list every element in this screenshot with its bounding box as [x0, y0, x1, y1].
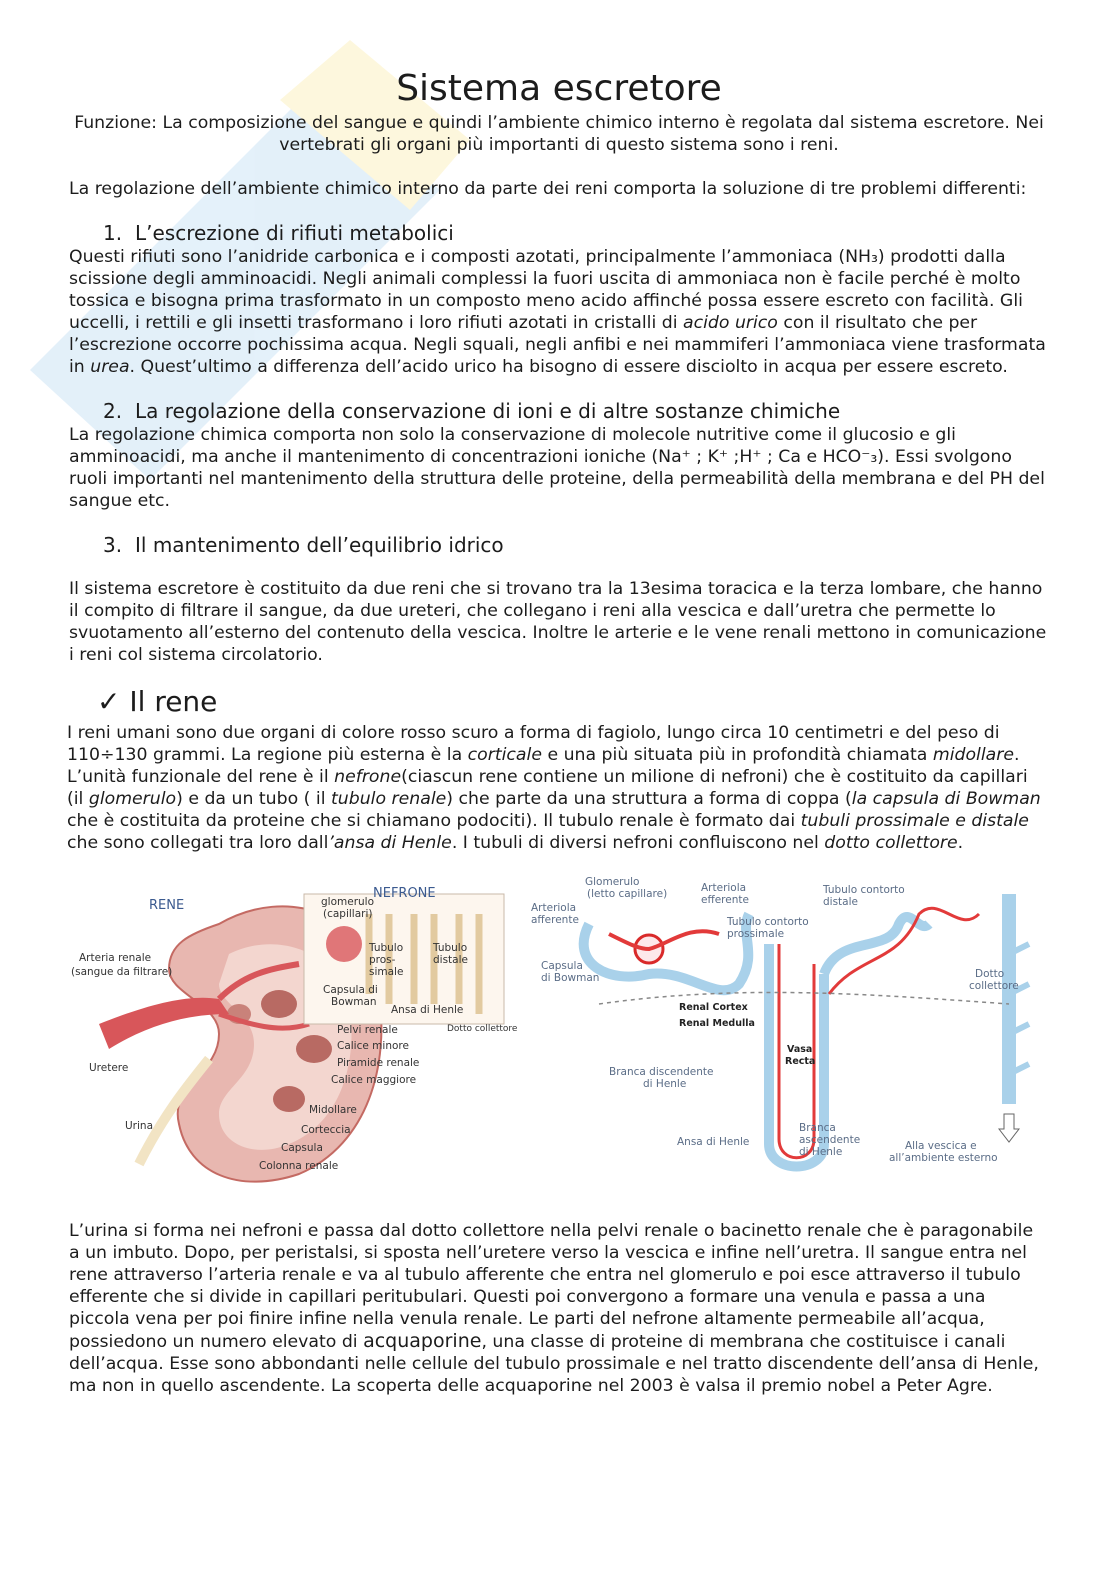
text-run: (ciascun rene contiene un milione di nefroni) che è costituito da capillari (il — [67, 767, 1028, 809]
label-urina: Urina — [125, 1120, 154, 1132]
label-prossimale: prossimale — [727, 928, 785, 940]
label-sangue-da-filtrare: (sangue da filtrare) — [71, 966, 173, 978]
label-branca-disc: Branca discendente — [609, 1066, 714, 1078]
rene-heading-text: Il rene — [129, 685, 218, 718]
label-collettore: collettore — [969, 980, 1019, 992]
section-2-paragraph: La regolazione chimica comporta non solo la conservazione di molecole nutritive come il glucosio e gli amminoacidi, ma anche il mantenimento di concentrazioni ioniche (Na⁺ ; K⁺ ;H⁺ ; Ca e HCO⁻₃). Essi svolgono ruoli importanti nel mantenimento della struttura delle proteine, della permeabilità della membrana e del PH del sangue etc. — [69, 425, 1045, 511]
intro-paragraph: Funzione: La composizione del sangue e quindi l’ambiente chimico interno è regolata dal sistema escretore. Nei vertebrati gli organi più importanti di questo sistema sono i reni. — [74, 113, 1044, 155]
label-uretere: Uretere — [89, 1062, 129, 1074]
label-capillari: (capillari) — [323, 908, 373, 920]
label-recta: Recta — [785, 1056, 816, 1067]
label-tubulo-dist-2: distale — [433, 954, 468, 966]
text-run: , una classe di proteine di membrana che costituisce i canali dell’acqua. Esse sono abbondanti nelle cellule del tubulo prossimale e nel tratto discendente dell’ansa di Henle, ma non in quello ascendente. La scoperta delle acquaporine nel 2003 è valsa il premio nobel a Peter Agre. — [69, 1332, 1039, 1396]
label-pelvi-renale: Pelvi renale — [337, 1024, 398, 1036]
label-capsula-bowman: Capsula di — [323, 984, 378, 996]
label-tubulo-pross-2: pros- — [369, 954, 396, 966]
text-run: che è costituita da proteine che si chiamano podociti). Il tubulo renale è formato dai — [67, 811, 801, 831]
kidney-nephron-figure — [69, 874, 1049, 1204]
label-rene: RENE — [149, 898, 185, 913]
regulation-intro: La regolazione dell’ambiente chimico interno da parte dei reni comporta la soluzione di tre problemi differenti: — [69, 179, 1027, 199]
label-glomerulo: glomerulo — [321, 896, 375, 908]
emphasis-term: tubuli prossimale e distale — [800, 811, 1029, 831]
section-3-heading — [103, 532, 1049, 558]
urine-paragraph — [69, 1220, 1049, 1397]
label-branca-disc-2: di Henle — [643, 1078, 687, 1090]
text-run: . — [957, 833, 964, 853]
label-tubulo-contorto-dist: Tubulo contorto — [823, 884, 905, 896]
label-ansa-henle: Ansa di Henle — [391, 1004, 464, 1016]
label-calice-minore: Calice minore — [337, 1040, 409, 1052]
rene-paragraph — [67, 722, 1049, 854]
emphasis-term: dotto collettore — [824, 833, 958, 853]
label-capsula-r: Capsula — [541, 960, 583, 972]
text-run: . I tubuli di diversi nefroni confluiscono nel — [451, 833, 825, 853]
label-renal-cortex: Renal Cortex — [679, 1002, 748, 1013]
label-branca-asc: Branca — [799, 1122, 836, 1134]
label-arteriola-eff: Arteriola — [701, 882, 747, 894]
label-corteccia: Corteccia — [301, 1124, 351, 1136]
section-title: Il mantenimento dell’equilibrio idrico — [135, 533, 504, 557]
emphasis-term: acido urico — [683, 313, 778, 333]
text-run: I reni umani sono due organi di colore rosso scuro a forma di fagiolo, lungo circa 10 centimetri e del peso di 110÷130 grammi. La regione più esterna è la — [67, 723, 1000, 765]
label-di-bowman: di Bowman — [541, 972, 600, 984]
label-capsula: Capsula — [281, 1142, 323, 1154]
label-branca-asc-3: di Henle — [799, 1146, 843, 1158]
label-piramide-renale: Piramide renale — [337, 1057, 420, 1069]
label-ambiente-esterno: all’ambiente esterno — [889, 1152, 998, 1164]
label-renal-medulla: Renal Medulla — [679, 1018, 755, 1029]
label-dotto-collettore: Dotto collettore — [447, 1024, 518, 1034]
label-arteriola-aff-2: afferente — [531, 914, 579, 926]
label-vasa: Vasa — [787, 1044, 813, 1055]
section-number: 2. — [103, 399, 123, 423]
text-run: . L’unità funzionale del rene è il — [67, 745, 1020, 787]
section-title: L’escrezione di rifiuti metabolici — [135, 221, 454, 245]
label-letto-capillare: (letto capillare) — [587, 888, 668, 900]
emphasis-term: glomerulo — [88, 789, 177, 809]
kidney-illustration — [69, 874, 529, 1204]
emphasis-term: corticale — [467, 745, 542, 765]
highlight-term: acquaporine — [363, 1330, 482, 1352]
section-1-heading — [103, 220, 1049, 246]
section-1-paragraph — [69, 246, 1049, 378]
label-arteriola-eff-2: efferente — [701, 894, 749, 906]
label-dotto-r: Dotto — [975, 968, 1005, 980]
label-tubulo-pross-3: simale — [369, 966, 404, 978]
label-ansa-henle-r: Ansa di Henle — [677, 1136, 750, 1148]
label-distale: distale — [823, 896, 858, 908]
system-paragraph: Il sistema escretore è costituito da due reni che si trovano tra la 13esima toracica e la terza lombare, che hanno il compito di filtrare il sangue, da due ureteri, che collegano i reni alla vescica e dall’uretra che permette lo svuotamento all’esterno del contenuto della vescica. Inoltre le arterie e le vene renali mettono in comunicazione i reni col sistema circolatorio. — [69, 579, 1047, 665]
text-run: ) e da un tubo ( il — [176, 789, 332, 809]
label-calice-maggiore: Calice maggiore — [331, 1074, 417, 1086]
label-arteriola-aff: Arteriola — [531, 902, 577, 914]
label-capsula-bowman-2: Bowman — [331, 996, 377, 1008]
emphasis-term: tubulo renale — [331, 789, 447, 809]
label-midollare: Midollare — [309, 1104, 357, 1116]
text-run: ) che parte da una struttura a forma di coppa ( — [446, 789, 852, 809]
rene-heading — [97, 684, 1049, 720]
emphasis-term: la capsula di Bowman — [851, 789, 1041, 809]
emphasis-term: urea — [90, 357, 130, 377]
emphasis-term: ’ansa di Henle — [328, 833, 452, 853]
page-title: Sistema escretore — [396, 68, 722, 109]
label-arteria-renale: Arteria renale — [79, 952, 152, 964]
label-colonna-renale: Colonna renale — [259, 1160, 339, 1172]
section-2-heading — [103, 398, 1049, 424]
label-tubulo-pross: Tubulo — [369, 942, 404, 954]
label-alla-vescica: Alla vescica e — [905, 1140, 977, 1152]
section-number: 3. — [103, 533, 123, 557]
document-page — [69, 66, 1049, 1397]
text-run: Questi rifiuti sono l’anidride carbonica e i composti azotati, principalmente l’ammoniaca (NH₃) prodotti dalla scissione degli amminoacidi. Negli animali complessi la fuori uscita di ammoniaca non è facile perché è molto tossica e bisogna prima trasformato in un composto meno acido affinché possa essere escreto con facilità. Gli uccelli, i rettili e gli insetti trasformano i loro rifiuti azotati in cristalli di — [69, 247, 1023, 333]
emphasis-term: midollare — [932, 745, 1014, 765]
checkmark-icon: ✓ — [97, 685, 121, 718]
section-title: La regolazione della conservazione di ioni e di altre sostanze chimiche — [135, 399, 841, 423]
text-run: che sono collegati tra loro dall — [67, 833, 329, 853]
section-number: 1. — [103, 221, 123, 245]
emphasis-term: nefrone — [334, 767, 402, 787]
text-run: e una più situata più in profondità chiamata — [541, 745, 933, 765]
label-tubulo-dist: Tubulo — [433, 942, 468, 954]
label-glomerulo-r: Glomerulo — [585, 876, 640, 888]
text-run: . Quest’ultimo a differenza dell’acido urico ha bisogno di essere disciolto in acqua per essere escreto. — [129, 357, 1008, 377]
label-branca-asc-2: ascendente — [799, 1134, 861, 1146]
text-run: L’urina si forma nei nefroni e passa dal dotto collettore nella pelvi renale o bacinetto renale che è paragonabile a un imbuto. Dopo, per peristalsi, si sposta nell’uretere verso la vescica e infine nell’uretra. Il sangue entra nel rene attraverso l’arteria renale e va al tubulo afferente che entra nel glomerulo e poi esce attraverso il tubulo efferente che si divide in capillari peritubulari. Questi poi convergono a formare una venula e passa a una piccola vena per poi finire infine nella venula renale. Le parti del nefrone altamente permeabile all’acqua, possiedono un numero elevato di — [69, 1221, 1034, 1352]
text-run: con il risultato che per l’escrezione occorre pochissima acqua. Negli squali, negli anfibi e nei mammiferi l’ammoniaca viene trasformata in — [69, 313, 1046, 377]
label-tubulo-contorto-pross: Tubulo contorto — [727, 916, 809, 928]
label-nefrone: NEFRONE — [373, 886, 436, 901]
